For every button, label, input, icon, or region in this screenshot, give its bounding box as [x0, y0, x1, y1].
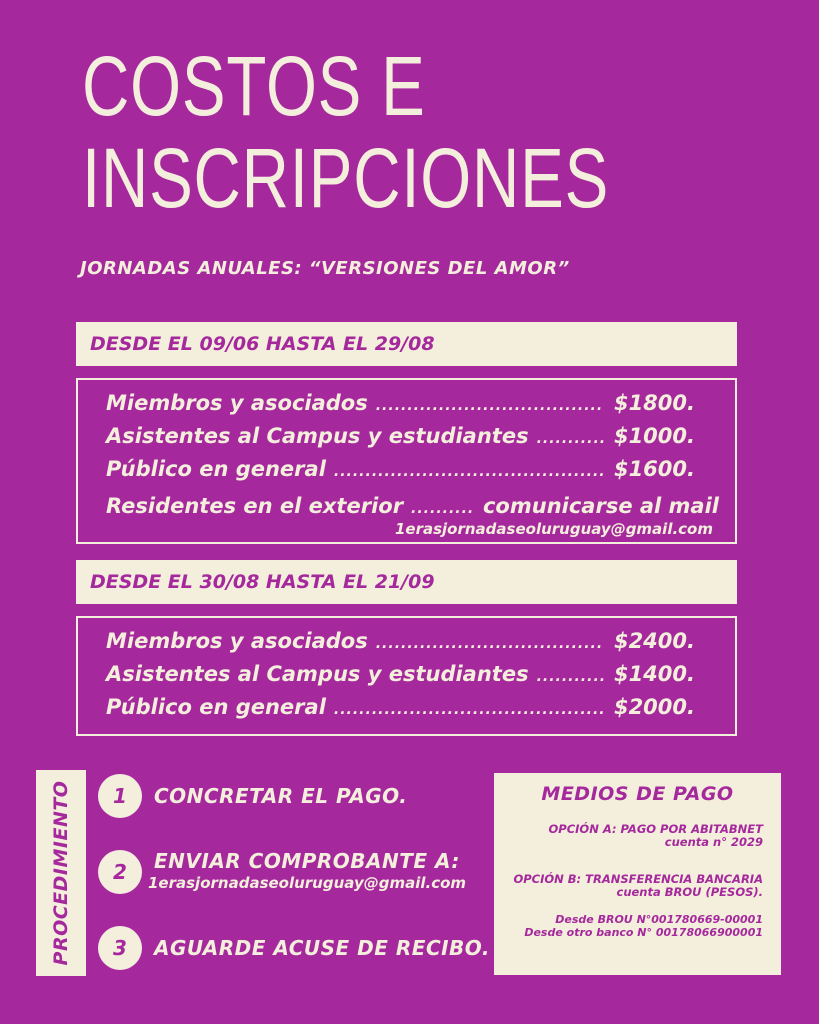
price-label: Público en general [106, 695, 326, 719]
step-number-badge: 2 [98, 850, 142, 894]
procedure-label: PROCEDIMIENTO [50, 780, 72, 966]
step-number-badge: 1 [98, 774, 142, 818]
event-subtitle: JORNADAS ANUALES: “VERSIONES DEL AMOR” [80, 258, 570, 279]
price-row [106, 421, 695, 454]
price-row [106, 692, 695, 725]
price-value: $1000. [613, 424, 695, 448]
price-value: comunicarse al mail [482, 494, 719, 518]
price-label: Residentes en el exterior [106, 494, 404, 518]
price-label: Asistentes al Campus y estudiantes [106, 424, 529, 448]
dot-leader [334, 457, 604, 487]
dot-leader [334, 695, 604, 725]
price-label: Miembros y asociados [106, 629, 368, 653]
step-text: ENVIAR COMPROBANTE A: [154, 849, 460, 873]
step-email: 1erasjornadaseoluruguay@gmail.com [148, 874, 467, 892]
price-value: $1800. [613, 391, 695, 415]
page-title [82, 40, 609, 224]
bank-accounts [524, 913, 763, 939]
dot-leader [537, 662, 604, 692]
brou-account: Desde BROU N°001780669-00001 [555, 913, 763, 926]
dot-leader [376, 629, 604, 659]
procedure-step-3 [98, 926, 490, 970]
price-label: Asistentes al Campus y estudiantes [106, 662, 529, 686]
procedure-tab [36, 770, 86, 976]
price-value: $1400. [613, 662, 695, 686]
option-b-detail: cuenta BROU (PESOS). [616, 885, 763, 899]
payment-option-a [549, 823, 764, 849]
option-a-detail: cuenta n° 2029 [664, 835, 763, 849]
step-text-block [148, 849, 467, 894]
option-a-label: OPCIÓN A: PAGO POR ABITABNET [548, 822, 763, 836]
price-label: Miembros y asociados [106, 391, 368, 415]
price-value: $2000. [613, 695, 695, 719]
price-value: $2400. [613, 629, 695, 653]
price-row [106, 388, 695, 421]
price-row [106, 659, 695, 692]
payment-title: MEDIOS DE PAGO [541, 783, 734, 805]
step-number-badge: 3 [98, 926, 142, 970]
period-2-header: DESDE EL 30/08 HASTA EL 21/09 [76, 560, 737, 604]
procedure-step-2 [98, 850, 466, 894]
period-1-price-list [76, 378, 737, 544]
other-bank-account: Desde otro banco N° 00178066900001 [524, 926, 763, 939]
title-line-1: COSTOS E [82, 39, 426, 133]
dot-leader [376, 391, 604, 421]
price-row [106, 454, 695, 487]
step-text: CONCRETAR EL PAGO. [154, 784, 408, 808]
dot-leader [537, 424, 604, 454]
period-1-header: DESDE EL 09/06 HASTA EL 29/08 [76, 322, 737, 366]
payment-methods-box [494, 773, 781, 975]
option-b-label: OPCIÓN B: TRANSFERENCIA BANCARIA [513, 872, 763, 886]
price-row [106, 626, 695, 659]
payment-option-b [513, 873, 763, 899]
price-label: Público en general [106, 457, 326, 481]
procedure-step-1 [98, 774, 407, 818]
title-line-2: INSCRIPCIONES [82, 131, 610, 225]
price-value: $1600. [613, 457, 695, 481]
period-2-price-list [76, 616, 737, 736]
contact-email: 1erasjornadaseoluruguay@gmail.com [394, 520, 713, 538]
step-text: AGUARDE ACUSE DE RECIBO. [154, 936, 490, 960]
